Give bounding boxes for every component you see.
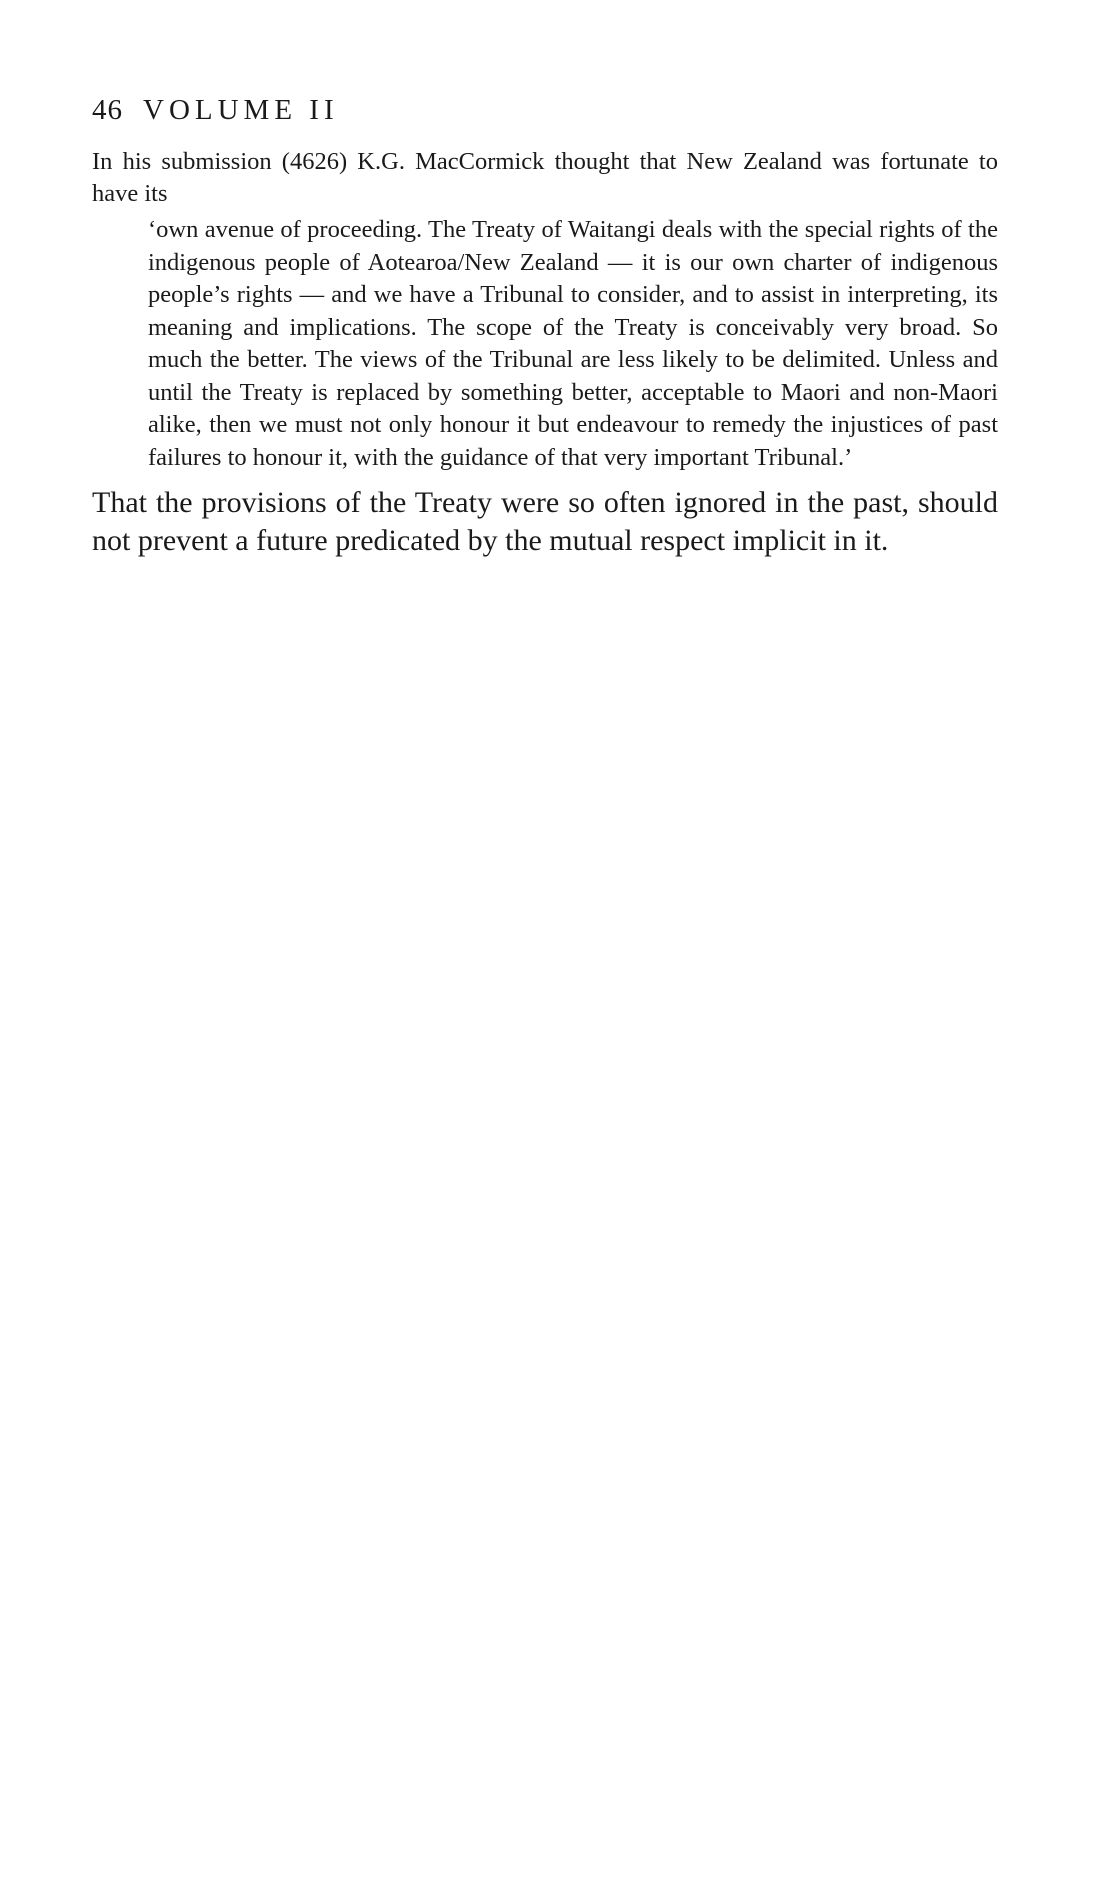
volume-label: VOLUME II: [143, 94, 339, 126]
intro-paragraph: In his submission (4626) K.G. MacCormick thought that New Zealand was fortunate to have its: [92, 148, 998, 207]
conclusion-paragraph: That the provisions of the Treaty were so often ignored in the past, should not prevent a future predicated by the mutual respect implicit in it.: [92, 486, 998, 557]
block-quote: ‘own avenue of proceeding. The Treaty of Waitangi deals with the special rights of the indigenous people of Aotearoa/New Zealand — it is our own charter of indigenous people’s rights — and we have a Tribunal to consider, and to assist in interpreting, its meaning and implications. The scope of the Treaty is conceivably very broad. So much the better. The views of the Tribunal are less likely to be delimited. Unless and until the Treaty is replaced by something better, acceptable to Maori and non-Maori alike, then we must not only honour it but endeavour to remedy the injustices of past failures to honour it, with the guidance of that very important Tribunal.’: [148, 216, 998, 471]
page-number: 46: [92, 94, 123, 126]
document-page: [92, 92, 998, 560]
running-head: [92, 92, 998, 128]
